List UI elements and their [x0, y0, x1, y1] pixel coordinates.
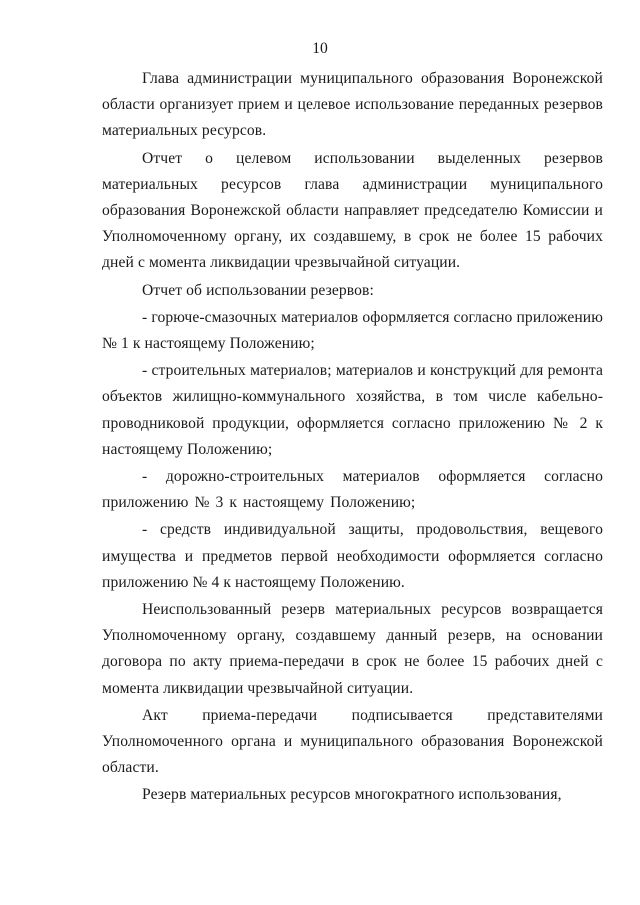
list-item-road-materials: - дорожно-строительных материалов оформляется согласно приложению № 3 к настоящему Положению; [102, 468, 603, 512]
list-item-construction-materials: - строительных материалов; материалов и конструкций для ремонта объектов жилищно-коммунального хозяйства, в том числе кабельно-проводниковой продукции, оформляется согласно приложению № 2 к настоящему Положению; [102, 362, 603, 458]
paragraph-transfer-act-signing: Акт приема-передачи подписывается представителями Уполномоченного органа и муниципального образования Воронежской области. [102, 706, 603, 777]
page-number: 10 [312, 40, 328, 57]
paragraph-unused-reserve-return: Неиспользованный резерв материальных ресурсов возвращается Уполномоченному органу, создавшему данный резерв, на основании договора по акту приема-передачи в срок не более 15 рабочих дней с момента ликвидации чрезвычайной ситуации. [102, 601, 603, 697]
paragraph-head-accepts-reserves: Глава администрации муниципального образования Воронежской области организует прием и целевое использование переданных резервов материальных ресурсов. [102, 70, 603, 140]
list-item-protective-equipment: - средств индивидуальной защиты, продовольствия, вещевого имущества и предметов первой необходимости оформляется согласно приложению № 4 к настоящему Положению. [102, 521, 603, 591]
paragraph-reusable-reserve: Резерв материальных ресурсов многократного использования, [142, 786, 562, 804]
paragraph-usage-report-submission: Отчет о целевом использовании выделенных резервов материальных ресурсов глава администрации муниципального образования Воронежской области направляет председателю Комиссии и Уполномоченному органу, их создавшему, в срок не более 15 рабочих дней с момента ликвидации чрезвычайной ситуации. [102, 149, 603, 272]
document-body [102, 66, 603, 809]
list-item-fuel-lubricants: - горюче-смазочных материалов оформляется согласно приложению № 1 к настоящему Положению; [102, 308, 603, 353]
paragraph-report-intro: Отчет об использовании резервов: [142, 281, 374, 299]
